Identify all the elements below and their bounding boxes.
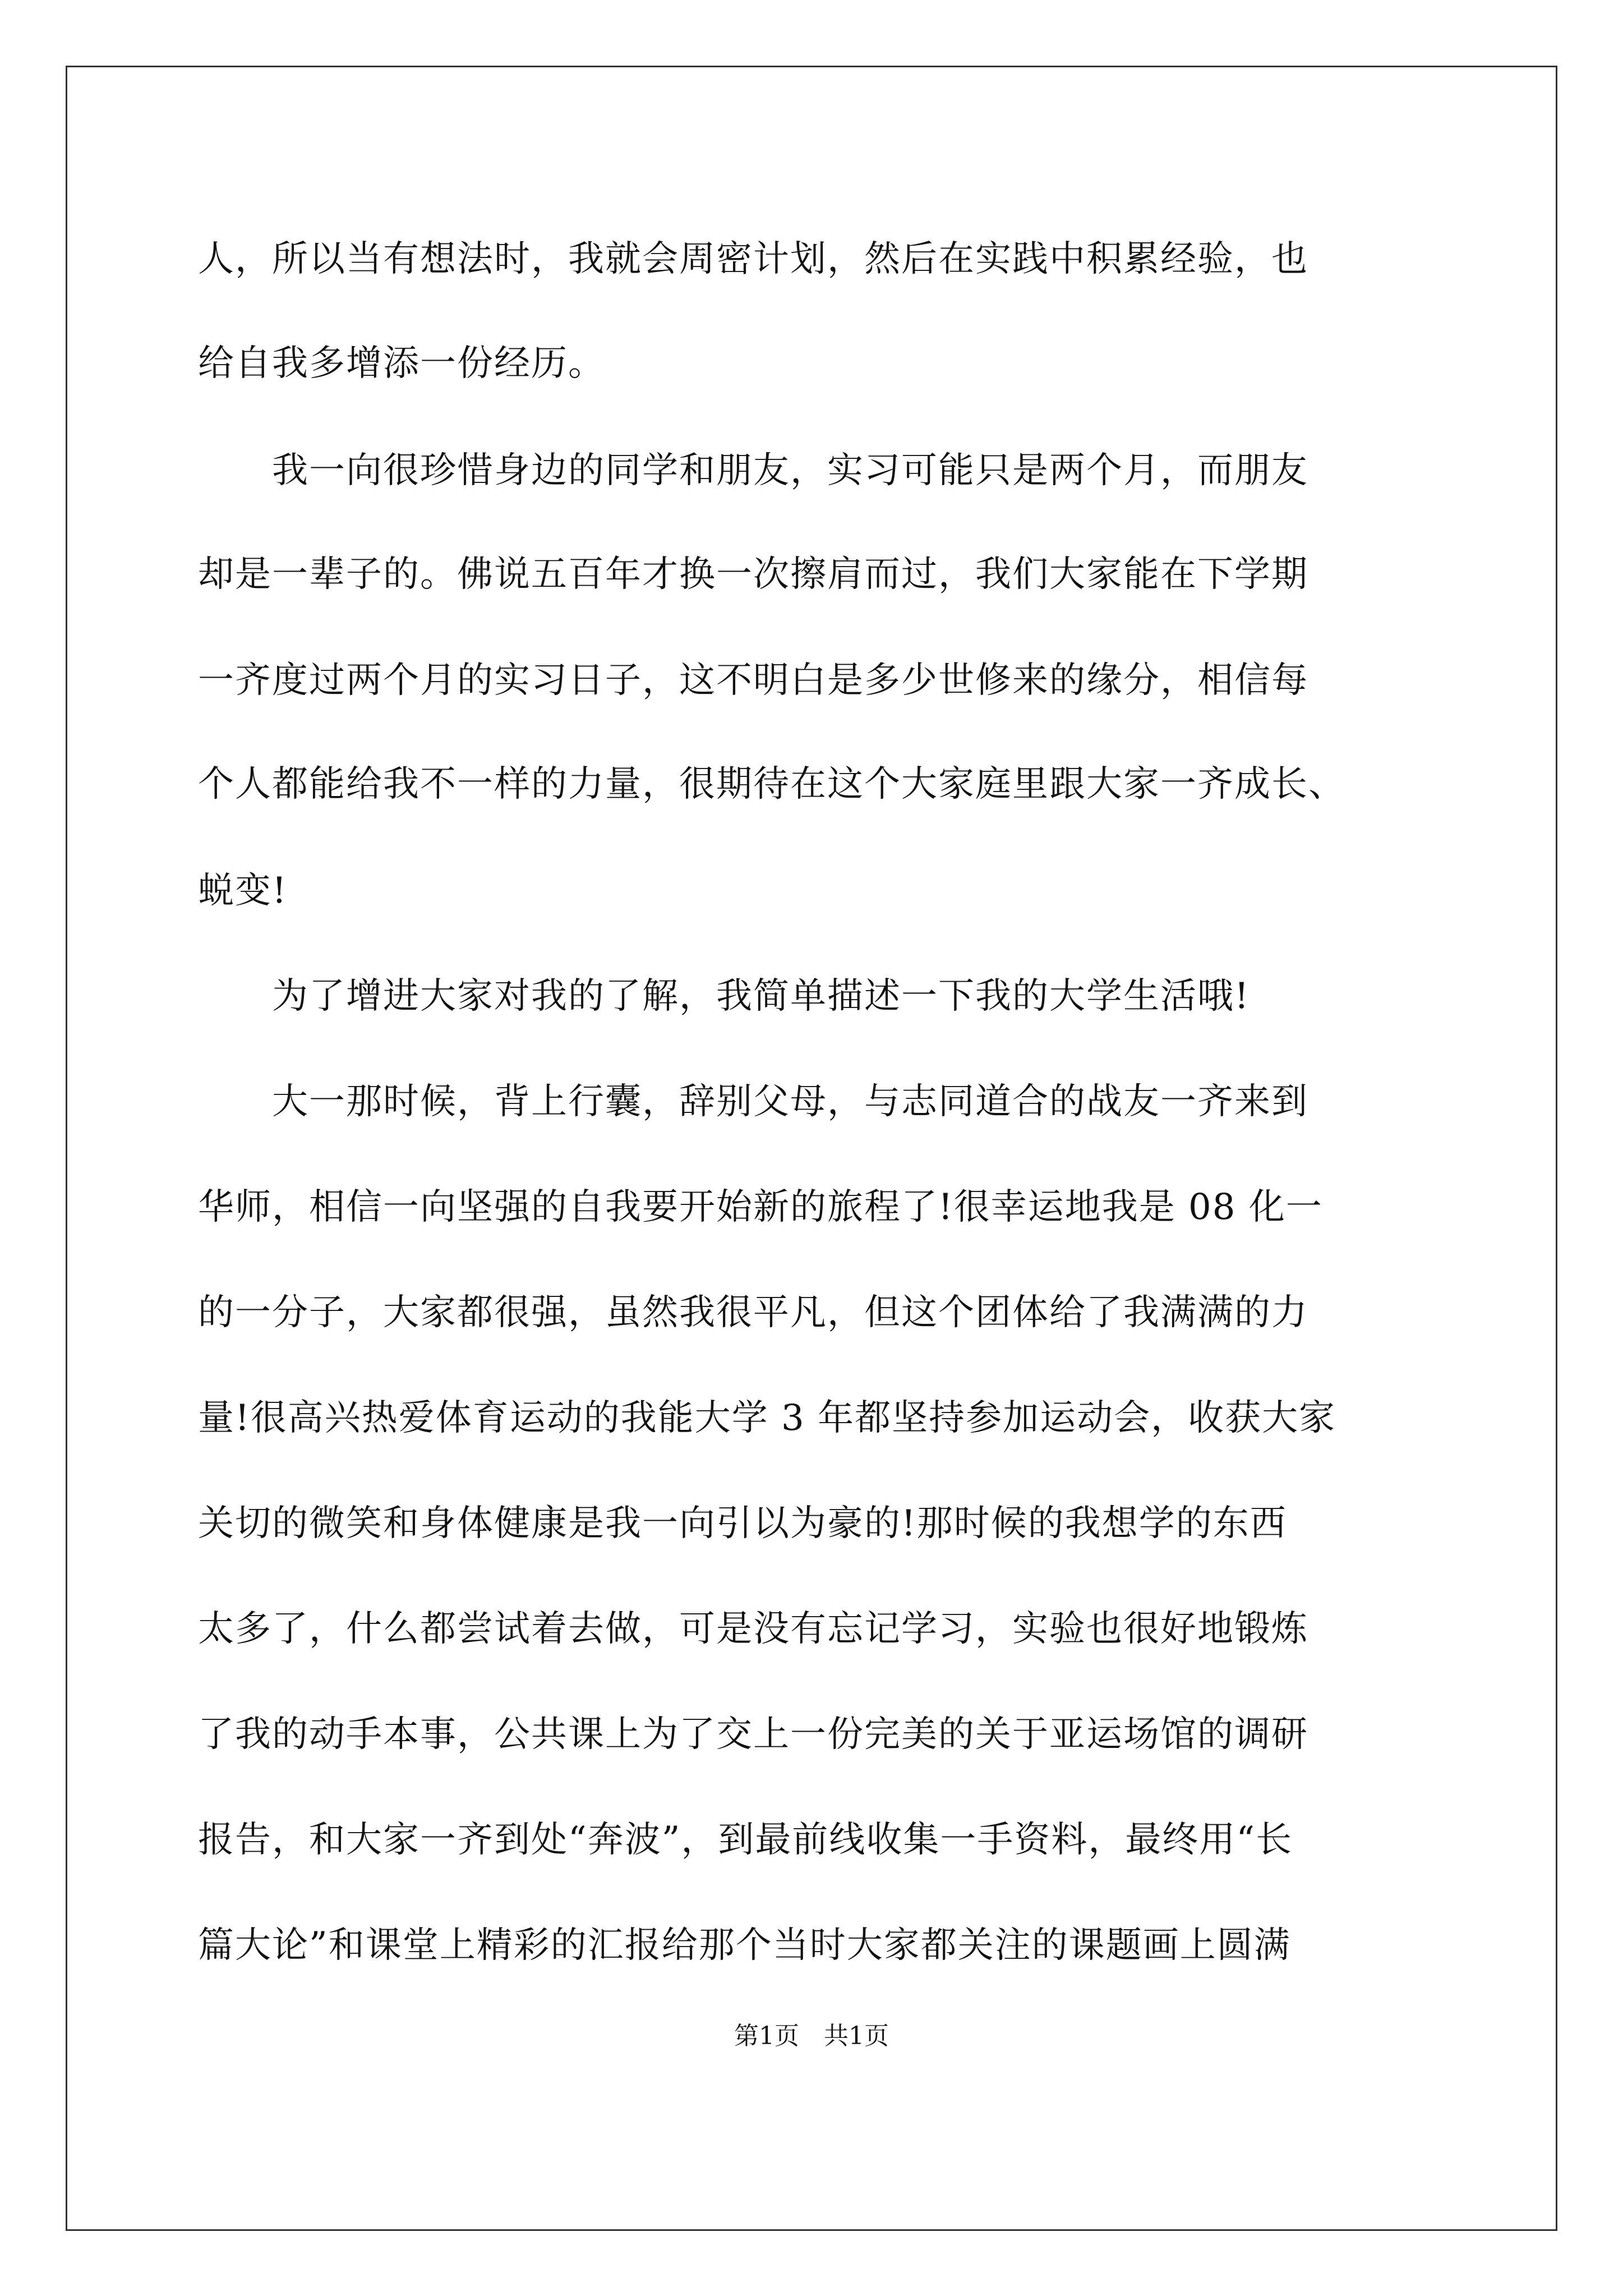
body-text-line: 给自我多增添一份经历。 — [198, 343, 605, 384]
body-text-line: 却是一辈子的。佛说五百年才换一次擦肩而过，我们大家能在下学期 — [198, 554, 1308, 595]
body-text-line: 太多了，什么都尝试着去做，可是没有忘记学习，实验也很好地锻炼 — [198, 1608, 1308, 1650]
page-footer: 第1页 共1页 — [734, 2022, 889, 2050]
body-text-line: 量!很高兴热爱体育运动的我能大学 3 年都坚持参加运动会，收获大家 — [198, 1397, 1336, 1439]
body-text-line: 篇大论”和课堂上精彩的汇报给那个当时大家都关注的课题画上圆满 — [198, 1925, 1291, 1966]
body-text-line: 的一分子，大家都很强，虽然我很平凡，但这个团体给了我满满的力 — [198, 1292, 1308, 1333]
body-text-line: 了我的动手本事，公共课上为了交上一份完美的关于亚运场馆的调研 — [198, 1714, 1308, 1755]
body-text-line: 个人都能给我不一样的力量，很期待在这个大家庭里跟大家一齐成长、 — [198, 763, 1345, 805]
body-text-line: 一齐度过两个月的实习日子，这不明白是多少世修来的缘分，相信每 — [198, 660, 1308, 701]
page-border — [66, 66, 1557, 2231]
body-text-line: 人，所以当有想法时，我就会周密计划，然后在实践中积累经验，也 — [198, 238, 1308, 280]
body-text-line: 报告，和大家一齐到处“奔波”，到最前线收集一手资料，最终用“长 — [198, 1819, 1293, 1861]
body-text-line: 蜕变! — [198, 870, 288, 912]
body-text-line: 为了增进大家对我的了解，我简单描述一下我的大学生活哦! — [198, 976, 1250, 1017]
body-text-line: 大一那时候，背上行囊，辞别父母，与志同道合的战友一齐来到 — [198, 1081, 1308, 1122]
body-text-line: 华师，相信一向坚强的自我要开始新的旅程了!很幸运地我是 08 化一 — [198, 1186, 1323, 1228]
body-text-line: 我一向很珍惜身边的同学和朋友，实习可能只是两个月，而朋友 — [198, 450, 1308, 491]
body-text-line: 关切的微笑和身体健康是我一向引以为豪的!那时候的我想学的东西 — [198, 1503, 1287, 1544]
